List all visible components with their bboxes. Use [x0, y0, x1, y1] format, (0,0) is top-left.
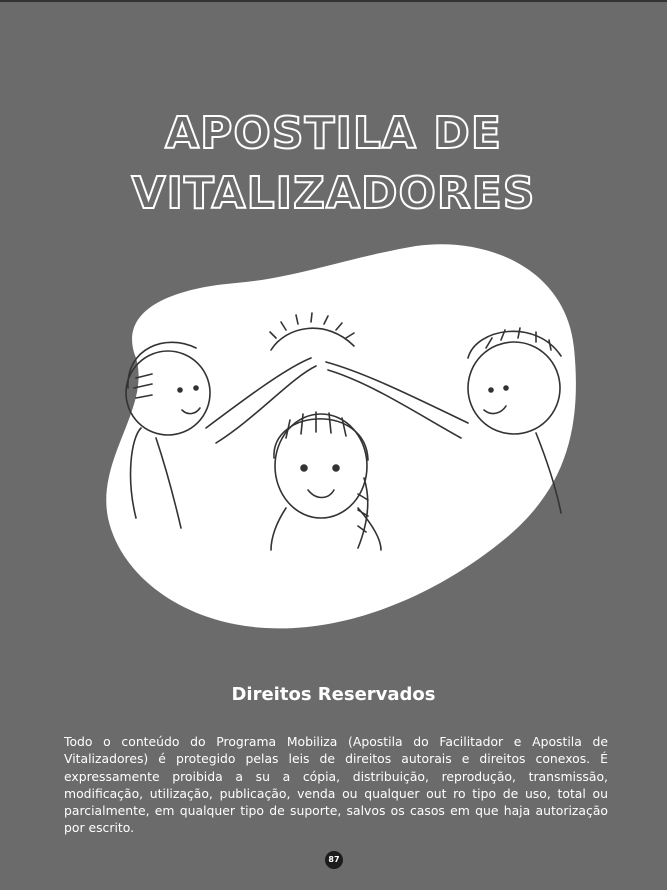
title-line-1: APOSTILA DE [165, 108, 502, 159]
rights-text: Todo o conteúdo do Programa Mobiliza (Apostila do Facilitador e Apostila de Vitalizadores) é protegido pelas leis de direitos autorais e direitos conexos. É expressamente proibida a su a cópia, distribuição, reprodução, transmissão, modificação, utilização, publicação, venda ou qualquer out ro tipo de uso, total ou parcialmente, em qualquer tipo de suporte, salvos os casos em que haja autorização por escrito. [64, 734, 608, 836]
children-holding-hands-icon [96, 238, 586, 633]
rights-heading: Direitos Reservados [231, 684, 436, 705]
page-number-badge: 87 [325, 851, 343, 869]
top-edge [0, 0, 667, 2]
illustration-blob [106, 244, 576, 628]
title-line-2: VITALIZADORES [131, 168, 536, 219]
